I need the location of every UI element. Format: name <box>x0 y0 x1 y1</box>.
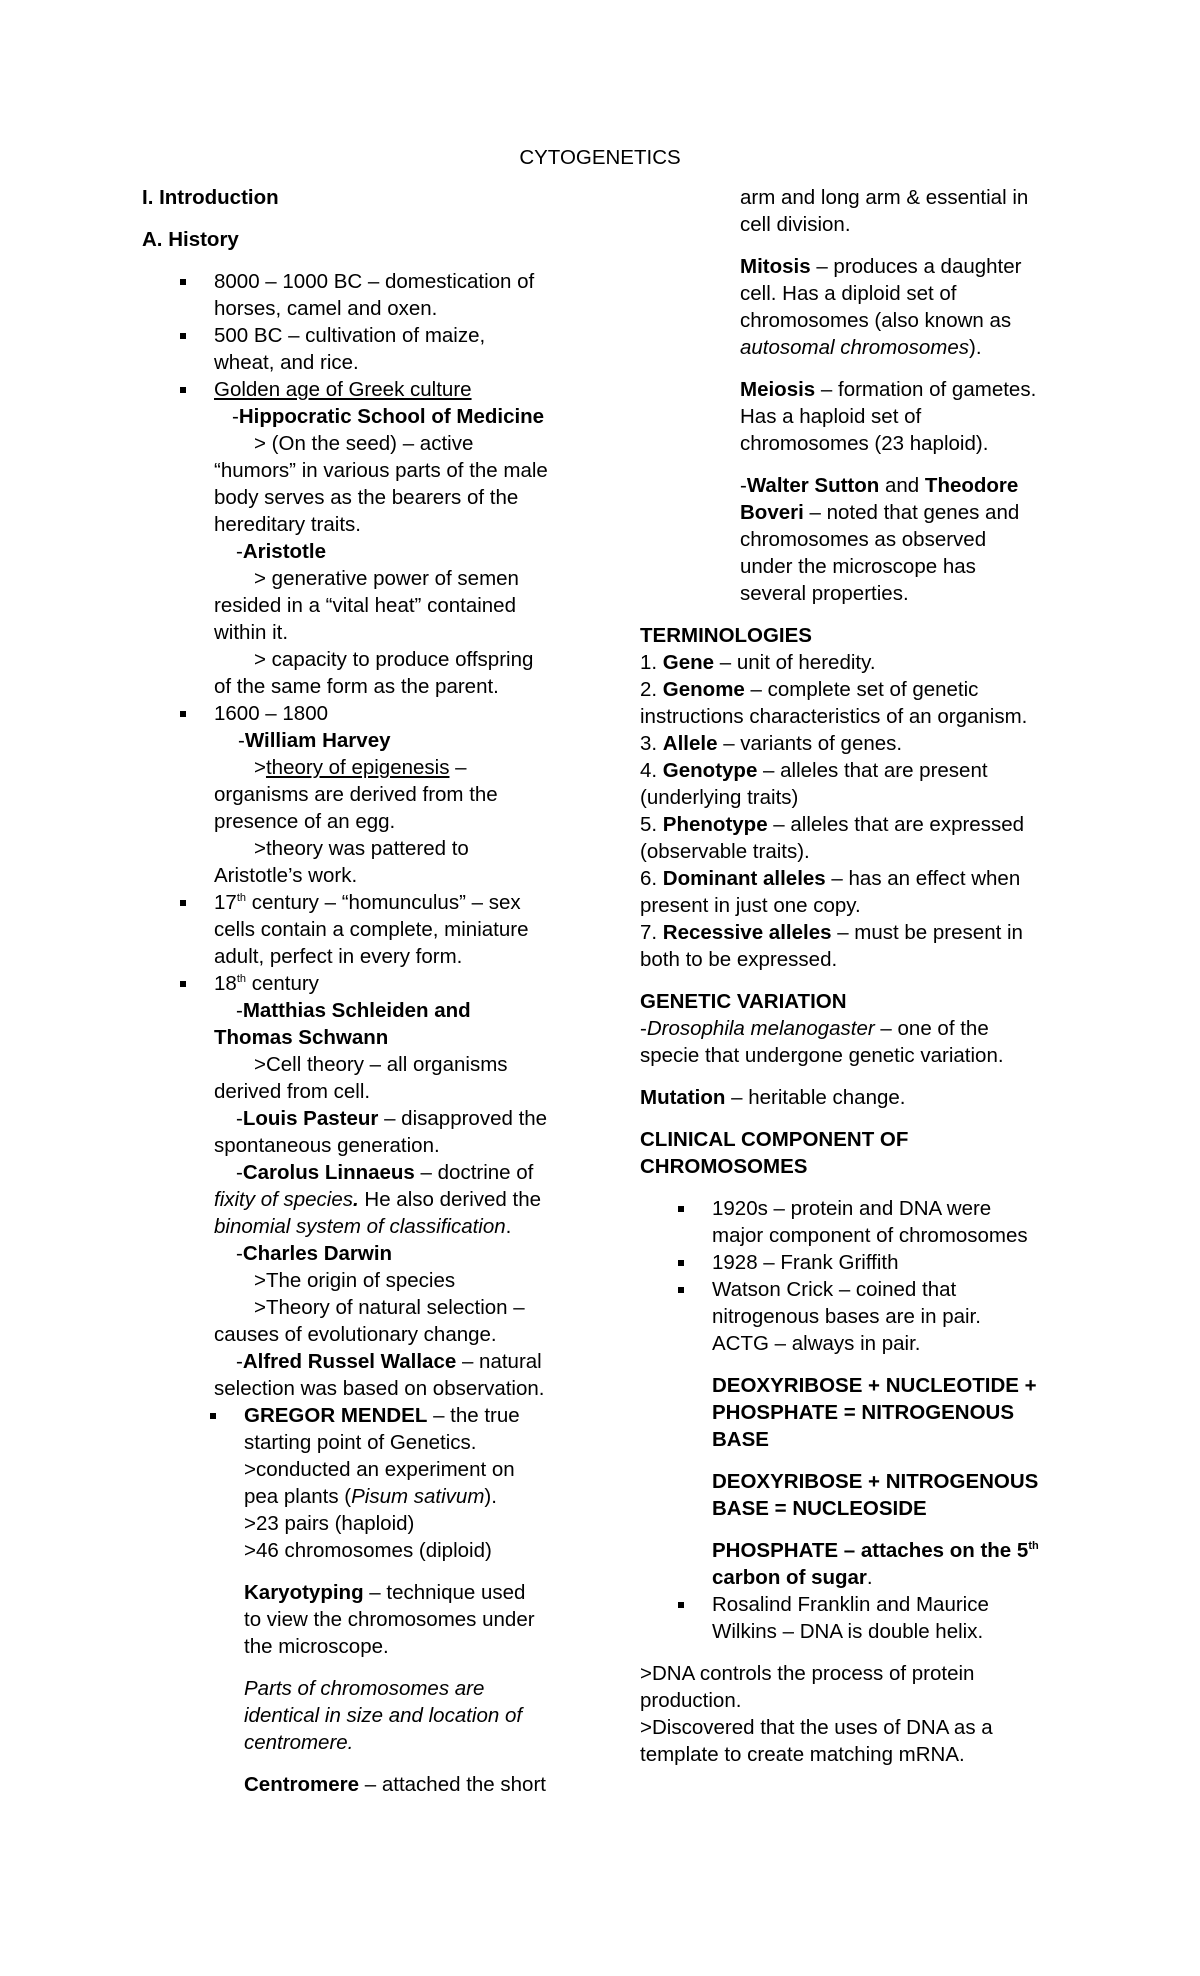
and-text: and <box>879 474 925 497</box>
linnaeus-text <box>142 1186 582 1213</box>
hippocratic-text: hereditary traits. <box>214 513 361 536</box>
dash: - <box>236 540 243 563</box>
centromere-entry <box>142 1771 582 1798</box>
sutton-boveri-text: chromosomes as observed <box>740 528 987 551</box>
dash: - <box>232 405 239 428</box>
mitosis-term: Mitosis <box>740 255 811 278</box>
mendel-text: >23 pairs (haploid) <box>244 1512 415 1535</box>
mendel-text: starting point of Genetics. <box>244 1431 477 1454</box>
harvey-text: presence of an egg. <box>214 810 396 833</box>
karyotyping-text: to view the chromosomes under <box>244 1608 535 1631</box>
cell-theory-text: >Cell theory – all organisms <box>254 1053 508 1076</box>
clinical-bullet-text: Wilkins – DNA is double helix. <box>712 1620 984 1643</box>
wallace-entry <box>142 1348 582 1375</box>
terminologies-heading: TERMINOLOGIES <box>640 624 812 647</box>
phosphate-note <box>640 1564 1080 1591</box>
harvey-rest: – <box>449 756 467 779</box>
clinical-component-heading: CLINICAL COMPONENT OF <box>640 1128 909 1151</box>
formula-nitrogenous-base: PHOSPHATE = NITROGENOUS <box>712 1401 1015 1424</box>
parts-note: centromere. <box>244 1731 354 1754</box>
term-name: Genotype <box>662 759 758 782</box>
term-gene <box>640 649 1080 676</box>
term-number: 1. <box>640 651 663 674</box>
ordinal-suffix: th <box>236 973 246 986</box>
binomial-term: binomial system of classification <box>214 1215 506 1238</box>
right-column <box>640 184 1080 1768</box>
term-name: Allele <box>662 732 718 755</box>
period: . <box>505 1215 512 1238</box>
genetic-variation-text <box>640 1015 1080 1042</box>
term-name: Recessive alleles <box>662 921 832 944</box>
term-genotype <box>640 757 1080 784</box>
aristotle-name: Aristotle <box>242 540 326 563</box>
aristotle-text: resided in a “vital heat” contained <box>214 594 516 617</box>
clinical-bullet-text: ACTG – always in pair. <box>712 1332 921 1355</box>
centromere-text: – attached the short <box>359 1773 546 1796</box>
sutton-boveri-text: – noted that genes and <box>803 501 1020 524</box>
clinical-bullet-watson-crick: Watson Crick – coined that <box>640 1276 1080 1303</box>
term-name: Genome <box>662 678 745 701</box>
term-definition: (observable traits). <box>640 840 810 863</box>
pasteur-text: – disapproved the <box>378 1107 548 1130</box>
darwin-name: Charles Darwin <box>242 1242 393 1265</box>
mendel-name: GREGOR MENDEL <box>244 1404 428 1427</box>
meiosis-term: Meiosis <box>740 378 816 401</box>
greek-age-text: Golden age of Greek culture <box>214 378 472 401</box>
centromere-text: cell division. <box>740 213 851 236</box>
mutation-entry <box>640 1084 1080 1111</box>
term-definition: – variants of genes. <box>717 732 903 755</box>
term-name: Dominant alleles <box>662 867 826 890</box>
formula-nitrogenous-base: DEOXYRIBOSE + NUCLEOTIDE + <box>712 1374 1037 1397</box>
aristotle-heading <box>142 538 582 565</box>
genetic-variation-text: – one of the <box>874 1017 989 1040</box>
fixity-term: fixity of species <box>214 1188 353 1211</box>
phosphate-text: carbon of sugar <box>712 1566 867 1589</box>
mendel-text: pea plants ( <box>244 1485 352 1508</box>
term-genome <box>640 676 1080 703</box>
meiosis-text: Has a haploid set of <box>740 405 922 428</box>
clinical-bullet-franklin: Rosalind Franklin and Maurice <box>640 1591 1080 1618</box>
subsection-heading-history: A. History <box>142 228 239 251</box>
genetic-variation-text: specie that undergone genetic variation. <box>640 1044 1004 1067</box>
theodore-name: Theodore <box>924 474 1019 497</box>
sutton-boveri-text <box>640 499 1080 526</box>
formula-nucleoside: BASE = NUCLEOSIDE <box>712 1497 927 1520</box>
clinical-bullet-1928: 1928 – Frank Griffith <box>640 1249 1080 1276</box>
cell-theory-text: derived from cell. <box>214 1080 371 1103</box>
clinical-bullet-text: nitrogenous bases are in pair. <box>712 1305 981 1328</box>
term-definition: – unit of heredity. <box>714 651 876 674</box>
section-heading-introduction: I. Introduction <box>142 186 279 209</box>
term-number: 7. <box>640 921 663 944</box>
mitosis-text: cell. Has a diploid set of <box>740 282 957 305</box>
left-column <box>142 184 582 1798</box>
term-definition: – has an effect when <box>825 867 1021 890</box>
wallace-text: selection was based on observation. <box>214 1377 545 1400</box>
hippocratic-text: “humors” in various parts of the male <box>214 459 548 482</box>
dash: - <box>236 999 243 1022</box>
history-bullet-domestication-cont: horses, camel and oxen. <box>214 297 438 320</box>
homunculus-text: adult, perfect in every form. <box>214 945 463 968</box>
phosphate-note <box>640 1537 1080 1564</box>
gt: > <box>254 756 266 779</box>
dna-note: >Discovered that the uses of DNA as a <box>640 1716 993 1739</box>
harvey-text: Aristotle’s work. <box>214 864 358 887</box>
linnaeus-entry <box>142 1159 582 1186</box>
term-definition: – complete set of genetic <box>744 678 979 701</box>
darwin-text: >Theory of natural selection – <box>254 1296 525 1319</box>
term-name: Phenotype <box>662 813 768 836</box>
clinical-bullet-1920s: 1920s – protein and DNA were <box>640 1195 1080 1222</box>
meiosis-text: – formation of gametes. <box>815 378 1037 401</box>
phosphate-text: PHOSPHATE – attaches on the 5 <box>712 1539 1029 1562</box>
period: . <box>353 1188 359 1211</box>
harvey-heading <box>142 727 582 754</box>
term-name: Gene <box>662 651 715 674</box>
dash: - <box>236 1107 243 1130</box>
term-definition: (underlying traits) <box>640 786 799 809</box>
history-bullet-1600: 1600 – 1800 <box>142 700 582 727</box>
term-definition: present in just one copy. <box>640 894 861 917</box>
harvey-text: >theory was pattered to <box>254 837 469 860</box>
harvey-text: organisms are derived from the <box>214 783 498 806</box>
history-bullet-domestication: 8000 – 1000 BC – domestication of <box>142 268 582 295</box>
mitosis-text: – produces a daughter <box>810 255 1022 278</box>
mendel-text: >46 chromosomes (diploid) <box>244 1539 492 1562</box>
sutton-boveri-entry <box>640 472 1080 499</box>
schleiden-heading <box>142 997 582 1024</box>
term-definition: instructions characteristics of an organism. <box>640 705 1028 728</box>
mitosis-text: ). <box>969 336 982 359</box>
karyotyping-term: Karyotyping <box>244 1581 364 1604</box>
term-dominant <box>640 865 1080 892</box>
sutton-name: Walter Sutton <box>746 474 880 497</box>
harvey-text <box>142 754 582 781</box>
parts-note: identical in size and location of <box>244 1704 523 1727</box>
mendel-entry <box>142 1402 582 1429</box>
term-definition: both to be expressed. <box>640 948 838 971</box>
homunculus-text: cells contain a complete, miniature <box>214 918 529 941</box>
term-definition: – alleles that are expressed <box>767 813 1024 836</box>
genetic-variation-heading: GENETIC VARIATION <box>640 990 847 1013</box>
darwin-text: causes of evolutionary change. <box>214 1323 497 1346</box>
boveri-name: Boveri <box>740 501 804 524</box>
dash: - <box>238 729 245 752</box>
history-bullet-cultivation-cont: wheat, and rice. <box>214 351 359 374</box>
pasteur-entry <box>142 1105 582 1132</box>
mendel-text <box>142 1483 582 1510</box>
page-title: CYTOGENETICS <box>519 146 681 169</box>
ordinal-suffix: th <box>1028 1540 1039 1553</box>
drosophila-species: Drosophila melanogaster <box>646 1017 875 1040</box>
century-number: 18 <box>214 972 237 995</box>
period: . <box>866 1566 873 1589</box>
history-bullet-17th <box>142 889 582 916</box>
aristotle-text: > capacity to produce offspring <box>254 648 534 671</box>
sutton-boveri-text: several properties. <box>740 582 909 605</box>
dash: - <box>236 1161 243 1184</box>
term-phenotype <box>640 811 1080 838</box>
term-number: 2. <box>640 678 663 701</box>
darwin-heading <box>142 1240 582 1267</box>
dna-note: production. <box>640 1689 742 1712</box>
dash: - <box>640 1017 647 1040</box>
linnaeus-name: Carolus Linnaeus <box>242 1161 415 1184</box>
karyotyping-entry <box>142 1579 582 1606</box>
pasteur-text: spontaneous generation. <box>214 1134 440 1157</box>
formula-nitrogenous-base: BASE <box>712 1428 769 1451</box>
history-bullet-cultivation: 500 BC – cultivation of maize, <box>142 322 582 349</box>
history-bullet-18th <box>142 970 582 997</box>
mutation-definition: – heritable change. <box>725 1086 906 1109</box>
ordinal-suffix: th <box>236 892 246 905</box>
meiosis-text: chromosomes (23 haploid). <box>740 432 989 455</box>
term-definition: – alleles that are present <box>757 759 988 782</box>
formula-nucleoside: DEOXYRIBOSE + NITROGENOUS <box>712 1470 1039 1493</box>
term-number: 5. <box>640 813 663 836</box>
dash: - <box>236 1242 243 1265</box>
schwann-name: Thomas Schwann <box>214 1026 389 1049</box>
aristotle-text: of the same form as the parent. <box>214 675 499 698</box>
linnaeus-text: He also derived the <box>358 1188 542 1211</box>
pasteur-name: Louis Pasteur <box>242 1107 379 1130</box>
centromere-term: Centromere <box>244 1773 360 1796</box>
meiosis-entry <box>640 376 1080 403</box>
mitosis-text: chromosomes (also known as <box>740 309 1012 332</box>
term-recessive <box>640 919 1080 946</box>
linnaeus-text: – doctrine of <box>414 1161 534 1184</box>
mitosis-text <box>640 334 1080 361</box>
parts-note: Parts of chromosomes are <box>244 1677 485 1700</box>
karyotyping-text: – technique used <box>363 1581 526 1604</box>
schleiden-name: Matthias Schleiden and <box>242 999 471 1022</box>
sutton-boveri-text: under the microscope has <box>740 555 976 578</box>
hippocratic-name: Hippocratic School of Medicine <box>238 405 545 428</box>
pisum-species: Pisum sativum <box>351 1485 485 1508</box>
century-number: 17 <box>214 891 237 914</box>
term-number: 6. <box>640 867 663 890</box>
history-bullet-greek <box>142 376 582 403</box>
century-text: century <box>246 972 319 995</box>
darwin-text: >The origin of species <box>254 1269 456 1292</box>
dash: - <box>236 1350 243 1373</box>
term-definition: – must be present in <box>831 921 1023 944</box>
dna-note: template to create matching mRNA. <box>640 1743 965 1766</box>
mendel-text: – the true <box>427 1404 520 1427</box>
mendel-text: ). <box>484 1485 497 1508</box>
centromere-text: arm and long arm & essential in <box>740 186 1029 209</box>
clinical-component-heading: CHROMOSOMES <box>640 1155 808 1178</box>
epigenesis-term: theory of epigenesis <box>265 756 450 779</box>
mendel-text: >conducted an experiment on <box>244 1458 515 1481</box>
mitosis-entry <box>640 253 1080 280</box>
aristotle-text: > generative power of semen <box>254 567 519 590</box>
wallace-name: Alfred Russel Wallace <box>242 1350 457 1373</box>
hippocratic-heading <box>142 403 582 430</box>
term-number: 3. <box>640 732 663 755</box>
wallace-text: – natural <box>456 1350 542 1373</box>
karyotyping-text: the microscope. <box>244 1635 389 1658</box>
homunculus-text: century – “homunculus” – sex <box>246 891 521 914</box>
dash: - <box>740 474 747 497</box>
term-number: 4. <box>640 759 663 782</box>
dna-note: >DNA controls the process of protein <box>640 1662 975 1685</box>
harvey-name: William Harvey <box>244 729 391 752</box>
hippocratic-text: body serves as the bearers of the <box>214 486 519 509</box>
linnaeus-text <box>142 1213 582 1240</box>
term-allele <box>640 730 1080 757</box>
hippocratic-text: > (On the seed) – active <box>254 432 474 455</box>
clinical-bullet-text: major component of chromosomes <box>712 1224 1028 1247</box>
autosomal-term: autosomal chromosomes <box>740 336 970 359</box>
mutation-term: Mutation <box>640 1086 726 1109</box>
aristotle-text: within it. <box>214 621 289 644</box>
